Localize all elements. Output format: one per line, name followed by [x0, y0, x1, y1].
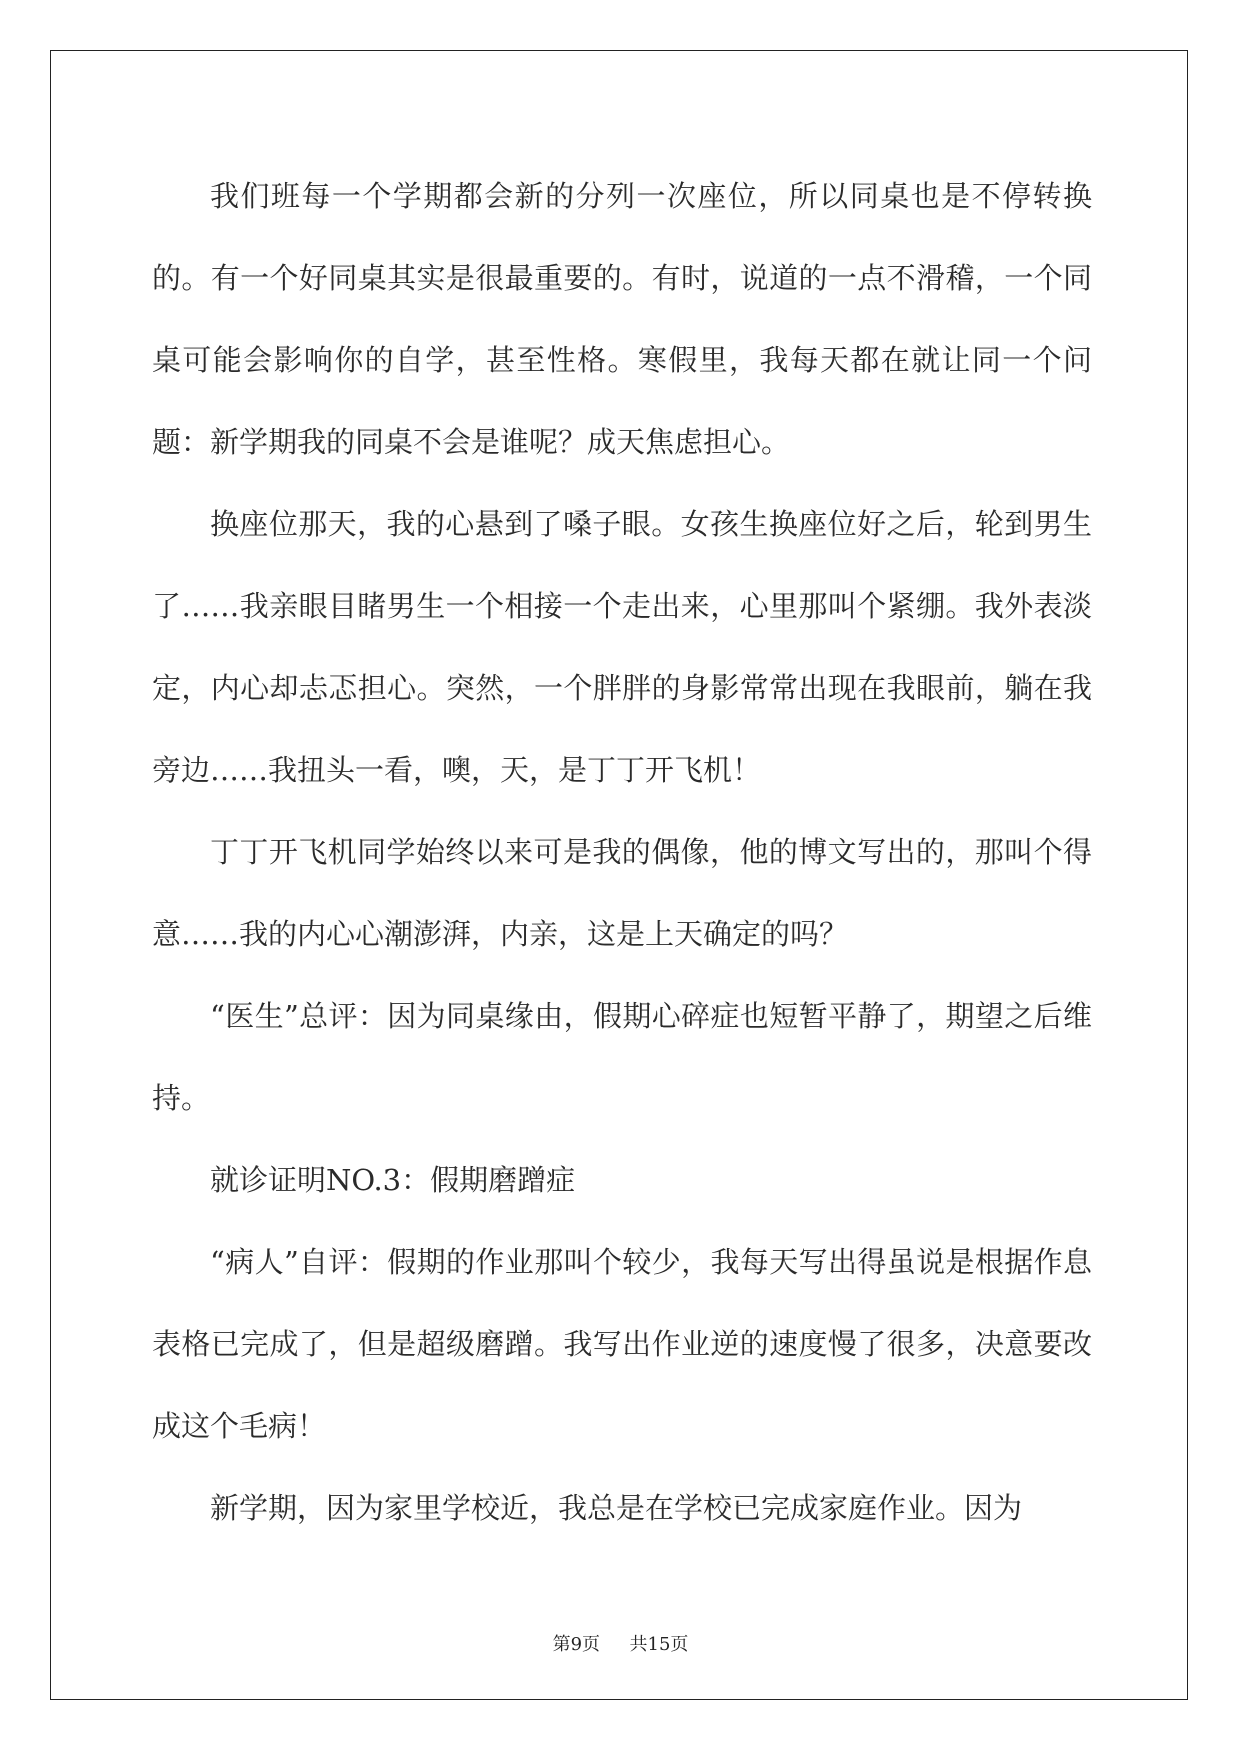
paragraph-6: “病人”自评：假期的作业那叫个较少，我每天写出得虽说是根据作息表格已完成了，但是超级磨蹭。我写出作业逆的速度慢了很多，决意要改成这个毛病！ — [152, 1245, 1092, 1443]
paragraph-4: “医生”总评：因为同桌缘由，假期心碎症也短暂平静了，期望之后维持。 — [152, 999, 1092, 1115]
paragraph-3: 丁丁开飞机同学始终以来可是我的偶像，他的博文写出的，那叫个得意……我的内心心潮澎湃，内亲，这是上天确定的吗？ — [152, 835, 1092, 951]
document-body — [152, 155, 1092, 1549]
paragraph-7: 新学期，因为家里学校近，我总是在学校已完成家庭作业。因为 — [210, 1491, 1023, 1525]
current-page-label: 第9页 — [552, 1634, 601, 1655]
paragraph-1: 我们班每一个学期都会新的分列一次座位，所以同桌也是不停转换的。有一个好同桌其实是很最重要的。有时，说道的一点不滑稽，一个同桌可能会影响你的自学，甚至性格。寒假里，我每天都在就让同一个问题：新学期我的同桌不会是谁呢？成天焦虑担心。 — [152, 179, 1092, 459]
paragraph-5: 就诊证明NO.3：假期磨蹭症 — [210, 1163, 576, 1197]
page-footer — [0, 1630, 1241, 1656]
paragraph-2: 换座位那天，我的心悬到了嗓子眼。女孩生换座位好之后，轮到男生了……我亲眼目睹男生一个相接一个走出来，心里那叫个紧绷。我外表淡定，内心却忐忑担心。突然，一个胖胖的身影常常出现在我眼前，躺在我旁边……我扭头一看，噢，天，是丁丁开飞机！ — [152, 507, 1092, 787]
total-pages-label: 共15页 — [629, 1634, 689, 1655]
